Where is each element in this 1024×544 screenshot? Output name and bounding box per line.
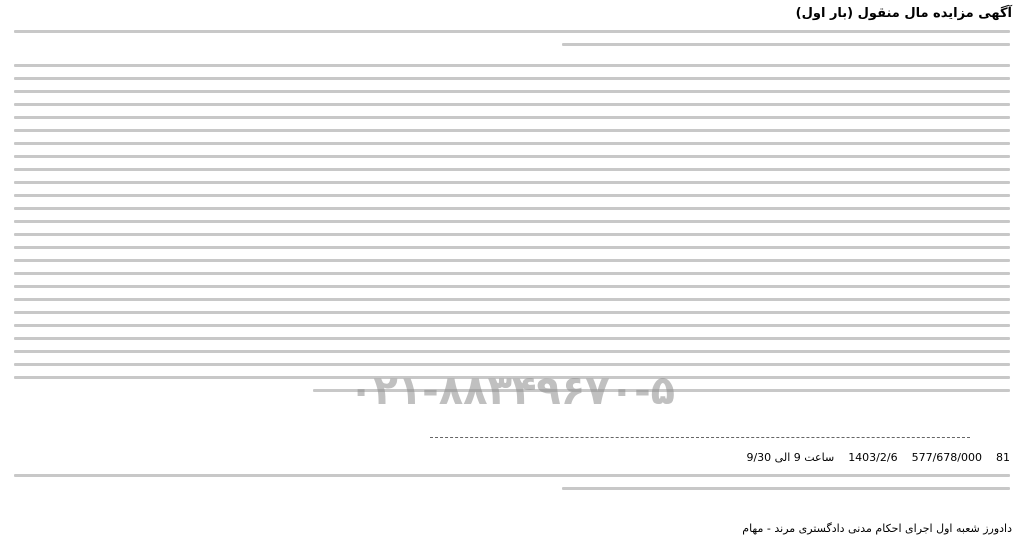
intro-paragraph [14,30,1010,56]
text-line [14,246,1010,249]
text-line [14,474,1010,477]
text-line [14,311,1010,314]
text-line [14,90,1010,93]
text-line [14,220,1010,223]
text-line [14,363,1010,366]
text-line [14,181,1010,184]
total-value: 577/678/000 [911,451,982,464]
auction-date: 1403/2/6 [848,451,898,464]
text-line [14,272,1010,275]
text-line [562,487,1010,490]
text-line [14,155,1010,158]
text-line [14,233,1010,236]
text-line [14,103,1010,106]
text-line [14,77,1010,80]
text-line [14,350,1010,353]
text-line [14,142,1010,145]
text-line [14,298,1010,301]
item-count: 81 [996,451,1010,464]
text-line [562,43,1010,46]
text-line [14,64,1010,67]
text-line [14,30,1010,33]
phone-watermark: ۰۲۱-۸۸۳۴۹۶۷۰-۵ [348,368,676,414]
closing-paragraph [14,474,1010,500]
text-line [14,259,1010,262]
signature-line: دادورز شعبه اول اجرای احکام مدنی دادگستری مرند - مهام [742,522,1012,535]
text-line [14,129,1010,132]
auction-time: ساعت 9 الی 9/30 [746,451,835,464]
text-line [14,168,1010,171]
text-line [14,324,1010,327]
text-line [14,194,1010,197]
text-line [14,207,1010,210]
text-line [14,116,1010,119]
text-line [14,337,1010,340]
text-line [14,285,1010,288]
dashed-divider [430,437,970,438]
notice-title: آگهی مزایده مال منقول (بار اول) [795,6,1012,21]
auction-summary [14,450,1010,466]
item-list-paragraph [14,64,1010,402]
